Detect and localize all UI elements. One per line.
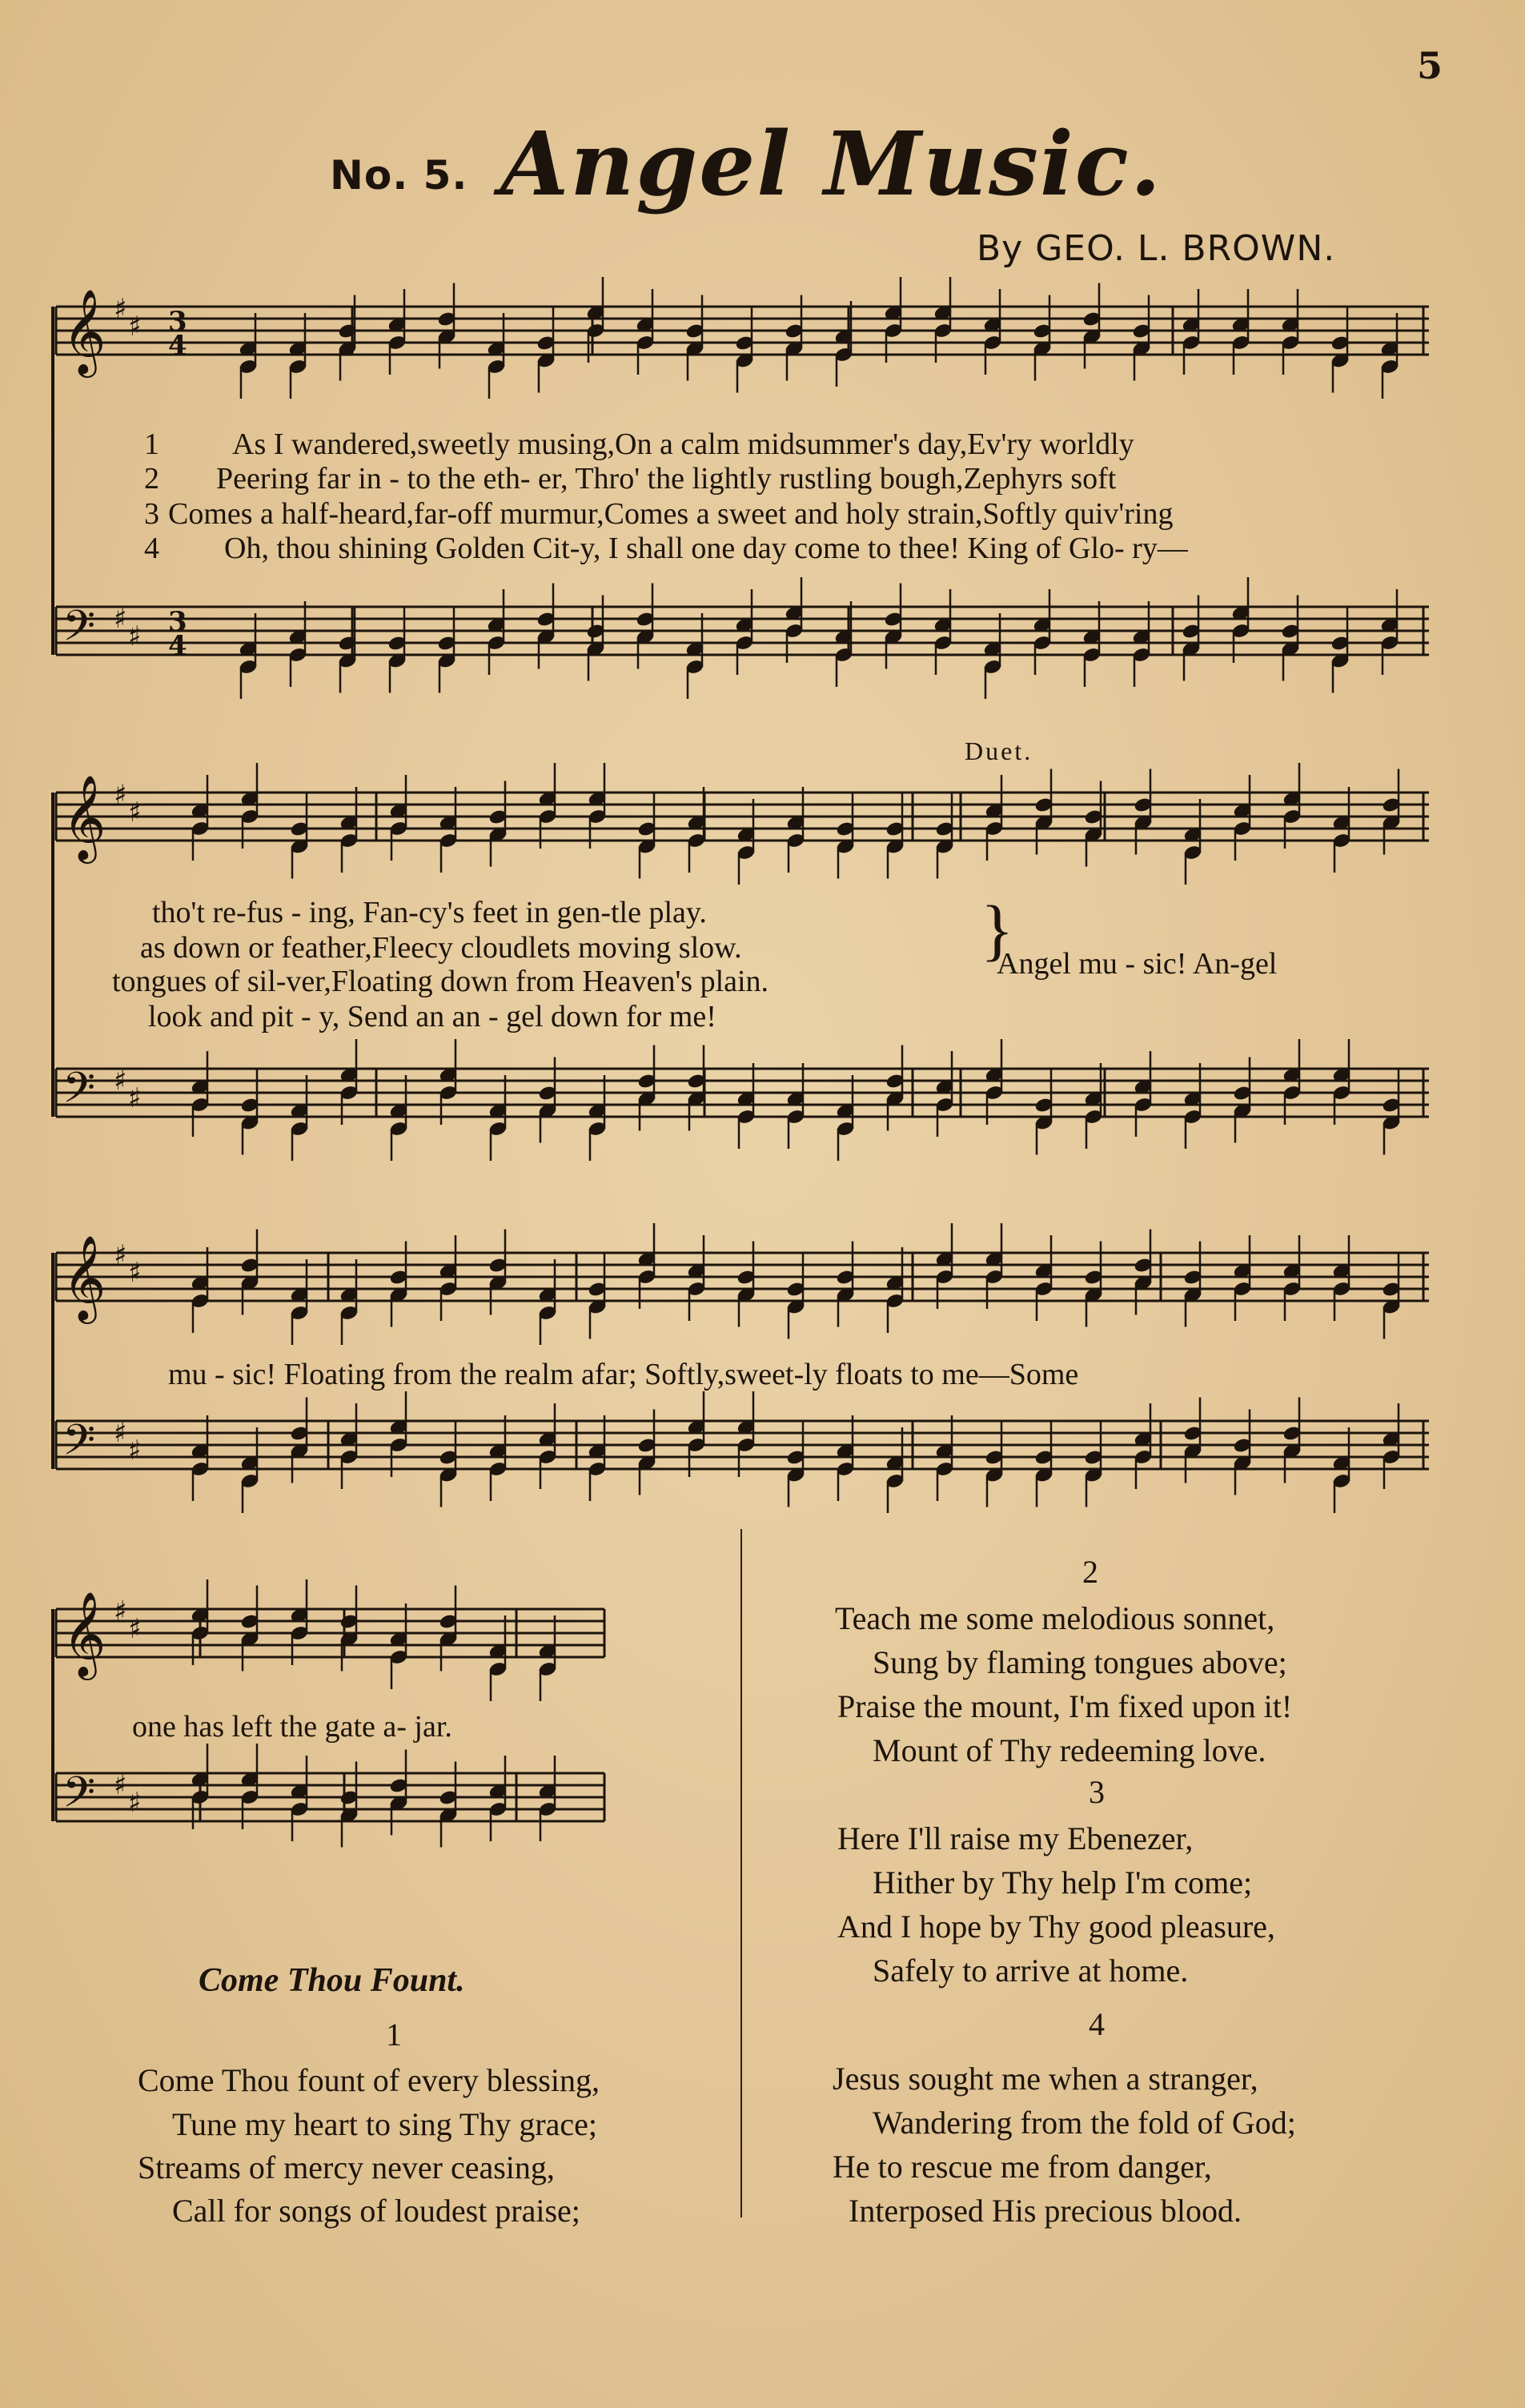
treble-clef-icon: 𝄞 [62, 1234, 106, 1320]
sharp-icon: ♯ [114, 779, 127, 811]
lyric-line: Peering far in - to the eth- er, Thro' the lightly rustling bough,Zephyrs soft [216, 462, 1117, 496]
sharp-icon: ♯ [114, 1595, 127, 1627]
sharp-icon: ♯ [114, 1065, 127, 1097]
time-signature-top: 3 [168, 306, 187, 338]
lyric-line: As I wandered,sweetly musing,On a calm midsummer's day,Ev'ry worldly [232, 427, 1134, 461]
sharp-icon: ♯ [128, 797, 142, 829]
column-divider [740, 1529, 742, 2217]
bass-clef-icon: 𝄢 [62, 1416, 96, 1475]
sharp-icon: ♯ [128, 1787, 142, 1819]
lyric-line: Comes a half-heard,far-off murmur,Comes a sweet and holy strain,Softly quiv'ring [168, 497, 1174, 531]
hymn-line: Hither by Thy help I'm come; [873, 1864, 1253, 1900]
hymn-line: Tune my heart to sing Thy grace; [172, 2106, 598, 2142]
hymn-line: Sung by flaming tongues above; [873, 1644, 1287, 1680]
sharp-icon: ♯ [128, 1082, 142, 1114]
hymn-line: Safely to arrive at home. [873, 1952, 1189, 1989]
lyric-line: look and pit - y, Send an an - gel down for me! [148, 1000, 716, 1033]
sharp-icon: ♯ [128, 1613, 142, 1645]
treble-clef-icon: 𝄞 [62, 1591, 106, 1676]
lyric-line: tongues of sil-ver,Floating down from Heaven's plain. [112, 965, 769, 998]
verse-number: 3 [1089, 1774, 1105, 1810]
verse-number: 1 [386, 2017, 402, 2053]
verse-number: 4 [1089, 2006, 1105, 2042]
lyric-line: Oh, thou shining Golden Cit-y, I shall one day come to thee! King of Glo- ry— [224, 532, 1188, 565]
sharp-icon: ♯ [114, 603, 127, 635]
composer-credit: By GEO. L. BROWN. [977, 228, 1336, 269]
hymn-line: Jesus sought me when a stranger, [833, 2061, 1258, 2097]
sharp-icon: ♯ [128, 1435, 142, 1467]
hymn-line: Call for songs of loudest praise; [172, 2193, 580, 2229]
lyric-verse-num: 1 [144, 427, 159, 461]
verse-number: 2 [1082, 1554, 1098, 1590]
treble-clef-icon: 𝄞 [62, 288, 106, 374]
time-signature-top: 3 [168, 606, 187, 638]
hymn-line: Praise the mount, I'm fixed upon it! [837, 1688, 1293, 1724]
sharp-icon: ♯ [128, 620, 142, 652]
hymn-line: Wandering from the fold of God; [873, 2105, 1296, 2141]
lyric-line: tho't re-fus - ing, Fan-cy's feet in gen-tle play. [152, 896, 707, 929]
sharp-icon: ♯ [114, 293, 127, 325]
sharp-icon: ♯ [114, 1417, 127, 1449]
treble-clef-icon: 𝄞 [62, 774, 106, 860]
time-signature-bottom: 4 [168, 630, 187, 662]
hymn-line: He to rescue me from danger, [833, 2149, 1212, 2185]
page-number: 5 [1417, 44, 1443, 87]
song-title: Angel Music. [500, 112, 1163, 215]
sharp-icon: ♯ [114, 1769, 127, 1801]
hymn-line: Interposed His precious blood. [849, 2193, 1242, 2229]
time-signature-bottom: 4 [168, 330, 187, 362]
hymn-line: Here I'll raise my Ebenezer, [837, 1820, 1194, 1856]
bass-clef-icon: 𝄢 [62, 1064, 96, 1123]
bass-clef-icon: 𝄢 [62, 1768, 96, 1828]
hymn-line: And I hope by Thy good pleasure, [837, 1908, 1275, 1944]
hymn-line: Streams of mercy never ceasing, [138, 2149, 555, 2185]
hymn-line: Come Thou fount of every blessing, [138, 2062, 600, 2098]
lyric-verse-num: 4 [144, 532, 159, 565]
verse-bracket: } [981, 891, 1014, 968]
bass-clef-icon: 𝄢 [62, 602, 96, 661]
duet-label: Duet. [965, 736, 1033, 765]
lyric-line: one has left the gate a- jar. [132, 1710, 452, 1744]
hymn-title: Come Thou Fount. [199, 1962, 465, 1999]
lyric-line: as down or feather,Fleecy cloudlets moving slow. [140, 931, 742, 965]
lyric-line: mu - sic! Floating from the realm afar; Softly,sweet-ly floats to me—Some [168, 1358, 1079, 1391]
chorus-lyric: Angel mu - sic! An-gel [997, 947, 1278, 981]
sharp-icon: ♯ [128, 1257, 142, 1289]
lyric-verse-num: 2 [144, 462, 159, 496]
song-number: No. 5. [330, 152, 468, 199]
hymn-line: Mount of Thy redeeming love. [873, 1732, 1266, 1768]
hymn-line: Teach me some melodious sonnet, [835, 1600, 1275, 1636]
sharp-icon: ♯ [128, 311, 142, 343]
sharp-icon: ♯ [114, 1239, 127, 1271]
lyric-verse-num: 3 [144, 497, 159, 531]
